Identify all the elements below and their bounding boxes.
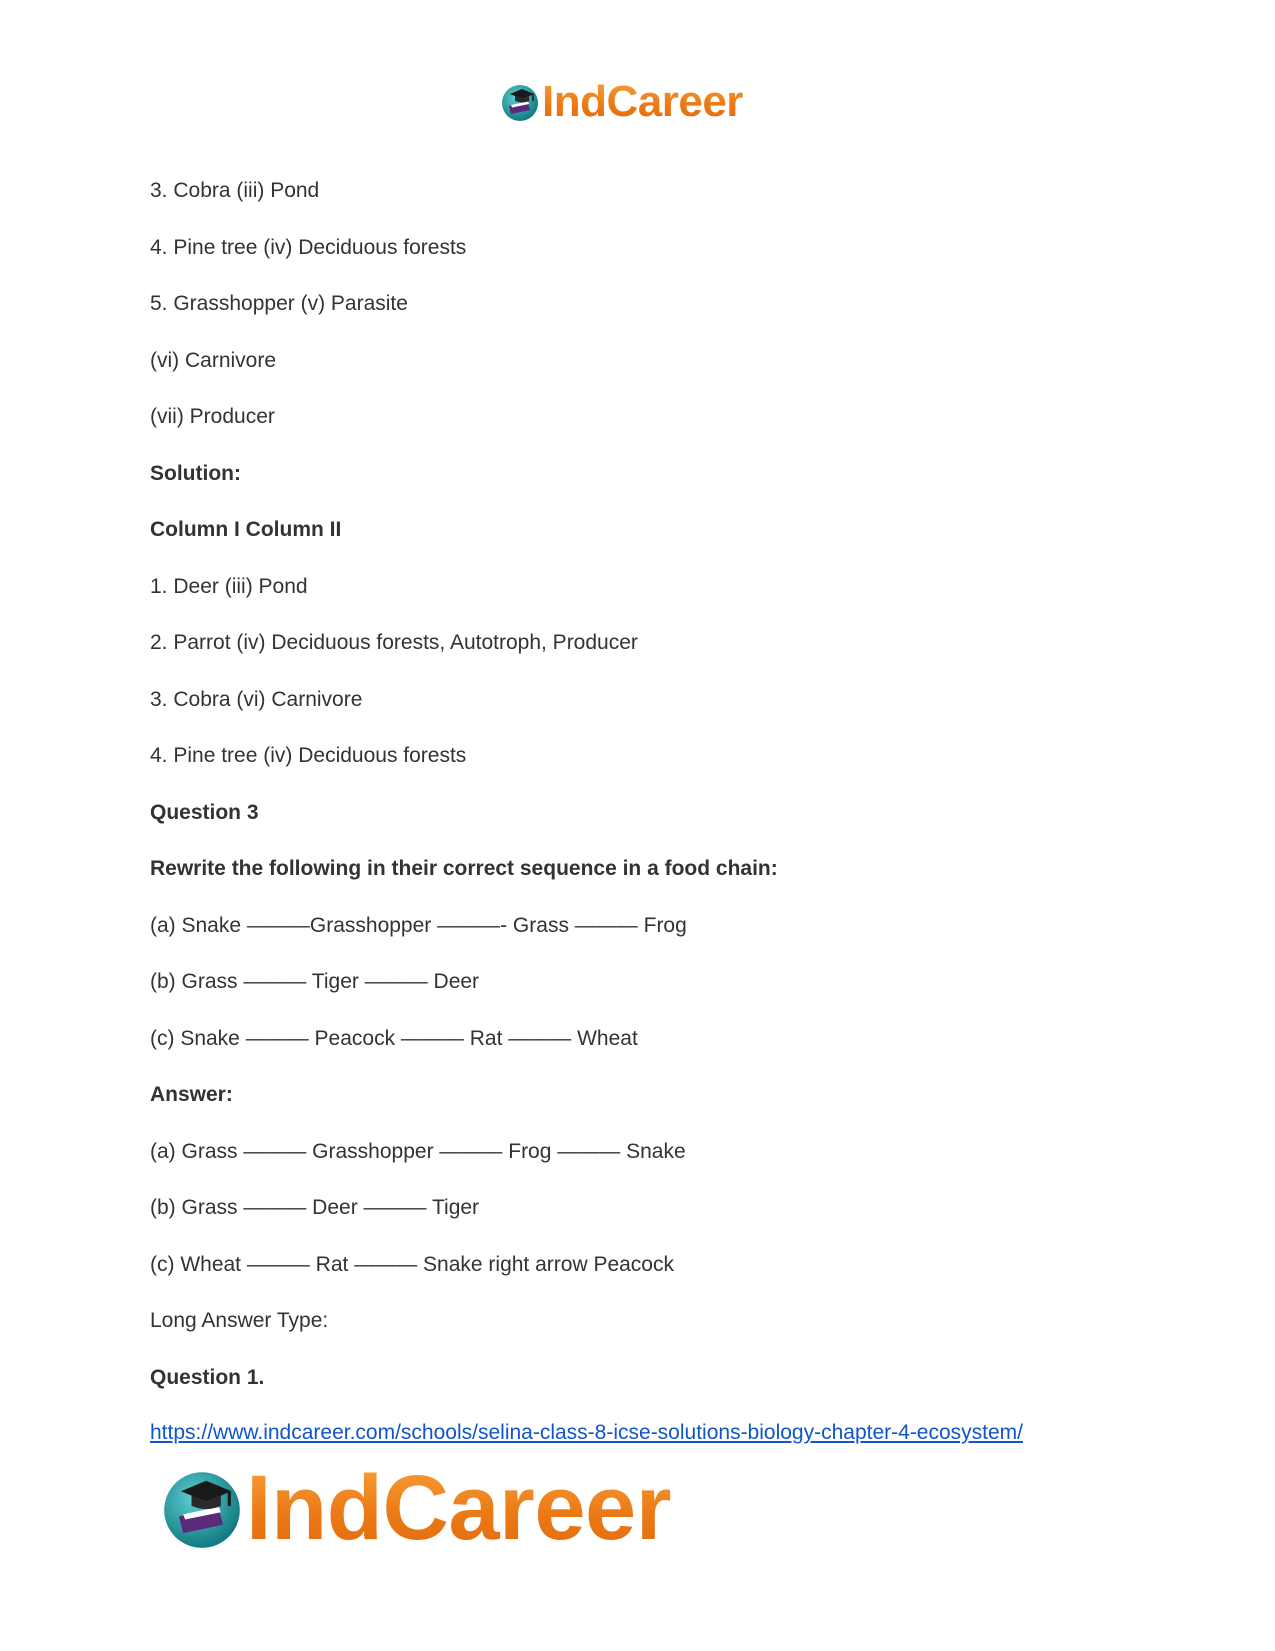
text-line: 5. Grasshopper (v) Parasite xyxy=(150,292,408,315)
footer-logo xyxy=(160,1457,671,1559)
text-line: 1. Deer (iii) Pond xyxy=(150,574,308,598)
heading-line: Rewrite the following in their correct sequence in a food chain: xyxy=(150,857,778,880)
logo-wordmark: IndCareer xyxy=(542,77,743,126)
text-line: (vii) Producer xyxy=(150,405,275,428)
text-line: (vi) Carnivore xyxy=(150,348,277,372)
heading-line: Column I Column II xyxy=(150,518,342,541)
text-line: (a) Grass ——— Grasshopper ——— Frog ——— Snake xyxy=(150,1139,686,1163)
heading-line: Solution: xyxy=(150,461,241,485)
source-url-link[interactable]: https://www.indcareer.com/schools/selina-class-8-icse-solutions-biology-chapter-4-ecosystem/ xyxy=(150,1421,1024,1444)
heading-line: Question 1. xyxy=(150,1365,265,1389)
logo-wordmark: IndCareer xyxy=(246,1457,671,1559)
document-body xyxy=(150,172,1150,1415)
graduation-globe-icon xyxy=(160,1466,244,1550)
header-logo xyxy=(500,78,743,126)
text-line: 4. Pine tree (iv) Deciduous forests xyxy=(150,235,467,259)
text-line: 3. Cobra (iii) Pond xyxy=(150,179,320,202)
text-line: 2. Parrot (iv) Deciduous forests, Autotroph, Producer xyxy=(150,631,638,654)
heading-line: Question 3 xyxy=(150,800,259,824)
text-line: 3. Cobra (vi) Carnivore xyxy=(150,687,363,711)
text-line: (c) Wheat ——— Rat ——— Snake right arrow Peacock xyxy=(150,1252,674,1276)
text-line: (b) Grass ——— Tiger ——— Deer xyxy=(150,970,480,993)
text-line: (b) Grass ——— Deer ——— Tiger xyxy=(150,1196,480,1219)
heading-line: Answer: xyxy=(150,1083,233,1106)
text-line: 4. Pine tree (iv) Deciduous forests xyxy=(150,744,467,767)
graduation-globe-icon xyxy=(500,82,540,122)
text-line: (c) Snake ——— Peacock ——— Rat ——— Wheat xyxy=(150,1026,638,1050)
text-line: (a) Snake ———Grasshopper ———- Grass ——— Frog xyxy=(150,913,687,937)
text-line: Long Answer Type: xyxy=(150,1309,329,1332)
